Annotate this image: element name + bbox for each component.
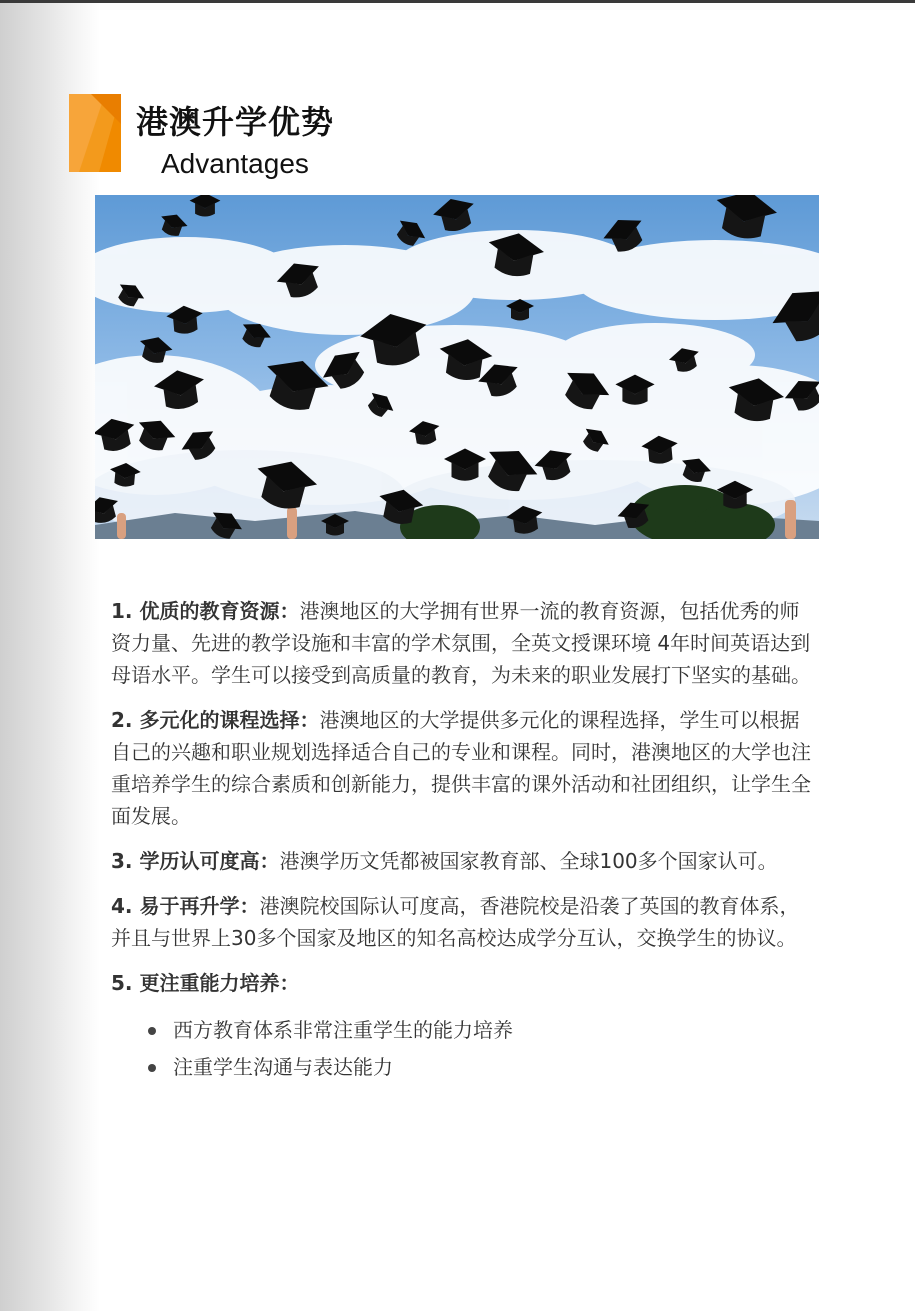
- document-page: [0, 3, 915, 1311]
- bullet-item: 西方教育体系非常注重学生的能力培养: [111, 1012, 811, 1049]
- page-title: 港澳升学优势: [136, 103, 335, 141]
- advantage-4-text: 港澳院校国际认可度高，香港院校是沿袭了英国的教育体系，并且与世界上30多个国家及地区的知名高校达成学分互认，交换学生的协议。: [111, 894, 800, 950]
- advantage-2-text: 港澳地区的大学提供多元化的课程选择，学生可以根据自己的兴趣和职业规划选择适合自己的专业和课程。同时，港澳地区的大学也注重培养学生的综合素质和创新能力，提供丰富的课外活动和社团组织，让学生全面发展。: [111, 708, 811, 828]
- advantage-2-title: 2. 多元化的课程选择：: [111, 708, 320, 732]
- advantage-5: [111, 967, 811, 999]
- bullet-item: 注重学生沟通与表达能力: [111, 1049, 811, 1086]
- advantages-content: [111, 595, 811, 1086]
- advantage-4: [111, 890, 811, 954]
- advantage-5-title: 5. 更注重能力培养：: [111, 971, 300, 995]
- advantage-3: [111, 845, 811, 877]
- ability-bullet-list: [111, 1012, 811, 1086]
- orange-logo-block: [69, 94, 121, 172]
- advantage-1: [111, 595, 811, 691]
- advantage-1-title: 1. 优质的教育资源：: [111, 599, 300, 623]
- page-subtitle: Advantages: [161, 148, 309, 179]
- advantage-4-title: 4. 易于再升学：: [111, 894, 260, 918]
- advantage-1-text: 港澳地区的大学拥有世界一流的教育资源，包括优秀的师资力量、先进的教学设施和丰富的学术氛围，全英文授课环境 4年时间英语达到母语水平。学生可以接受到高质量的教育，为未来的职业发展打下坚实的基础。: [111, 599, 811, 687]
- advantage-3-title: 3. 学历认可度高：: [111, 849, 280, 873]
- advantage-3-text: 港澳学历文凭都被国家教育部、全球100多个国家认可。: [279, 849, 778, 873]
- graduation-caps-photo: [95, 195, 819, 539]
- advantage-2: [111, 704, 811, 832]
